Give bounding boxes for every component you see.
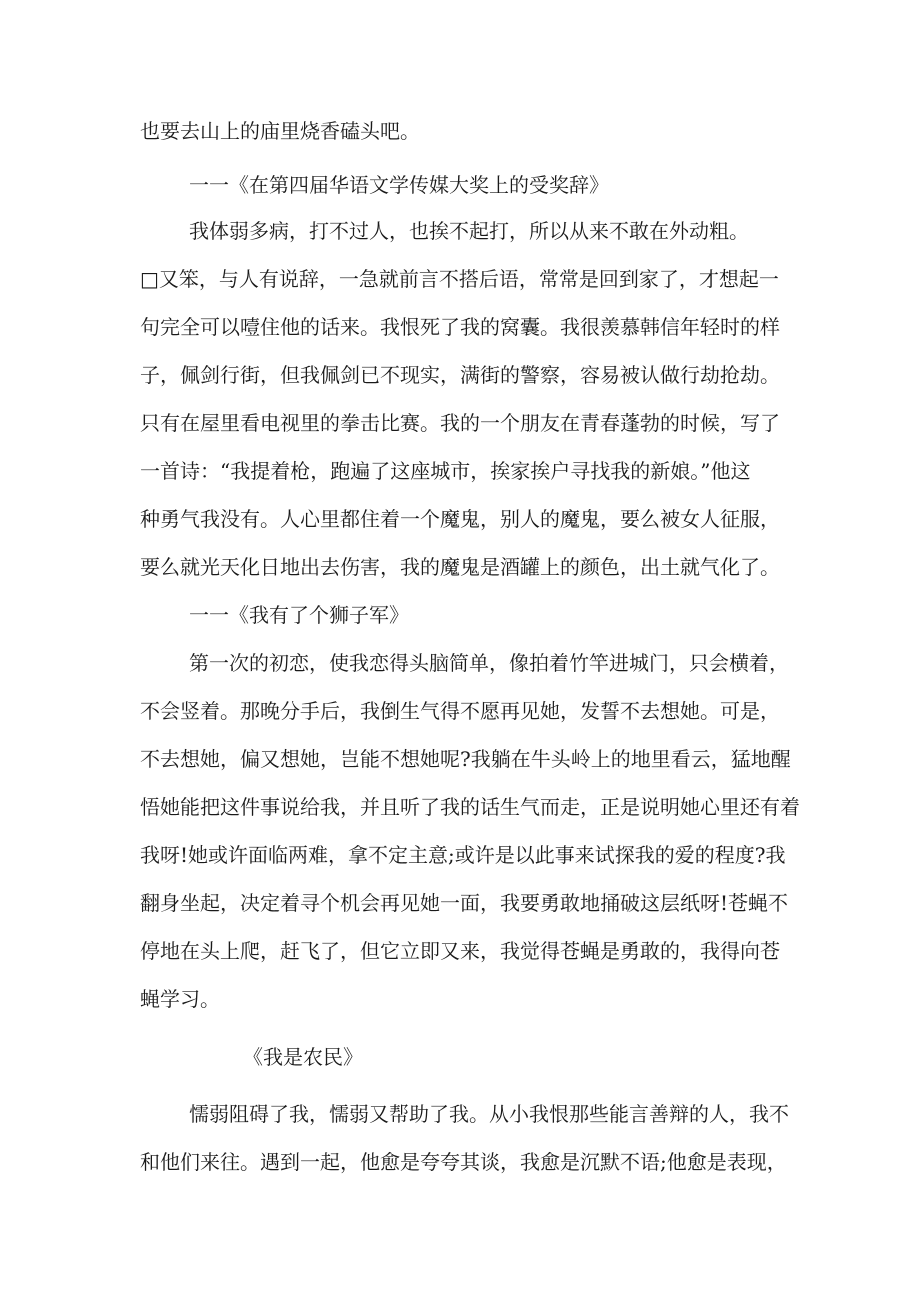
text-line: 一首诗：“我提着枪，跑遍了这座城市，挨家挨户寻找我的新娘。”他这 <box>140 459 751 483</box>
text-line: 停地在头上爬，赶飞了，但它立即又来，我觉得苍蝇是勇敢的，我得向苍 <box>140 939 780 963</box>
text-line: 翻身坐起，决定着寻个机会再见她一面，我要勇敢地捅破这层纸呀!苍蝇不 <box>140 891 789 915</box>
text-line: 只有在屋里看电视里的拳击比赛。我的一个朋友在青春蓬勃的时候，写了 <box>140 411 780 435</box>
text-line: 我呀!她或许面临两难，拿不定主意;或许是以此事来试探我的爱的程度?我 <box>140 843 786 867</box>
paragraph-first-line: 我体弱多病，打不过人，也挨不起打，所以从来不敢在外动粗。 <box>189 219 749 243</box>
text-line: 子，佩剑行街，但我佩剑已不现实，满街的警察，容易被认做行劫抢劫。 <box>140 363 780 387</box>
text-line: □又笨，与人有说辞，一急就前言不搭后语，常常是回到家了，才想起一 <box>140 267 779 291</box>
paragraph-first-line: 第一次的初恋，使我恋得头脑简单，像拍着竹竿进城门，只会横着， <box>189 651 789 675</box>
text-line: 句完全可以噎住他的话来。我恨死了我的窝囊。我很羡慕韩信年轻时的样 <box>140 315 780 339</box>
text-line: 和他们来往。遇到一起，他愈是夸夸其谈，我愈是沉默不语;他愈是表现， <box>140 1150 787 1174</box>
source-citation: 一一《在第四届华语文学传媒大奖上的受奖辞》 <box>189 173 609 197</box>
text-line: 要么就光天化日地出去伤害，我的魔鬼是酒罐上的颜色，出土就气化了。 <box>140 555 780 579</box>
text-line: 不会竖着。那晚分手后，我倒生气得不愿再见她，发誓不去想她。可是， <box>140 699 780 723</box>
source-citation: 《我是农民》 <box>243 1045 363 1069</box>
text-line: 也要去山上的庙里烧香磕头吧。 <box>140 119 420 143</box>
source-citation: 一一《我有了个狮子军》 <box>189 603 409 627</box>
text-line: 种勇气我没有。人心里都住着一个魔鬼，别人的魔鬼，要么被女人征服， <box>140 507 780 531</box>
text-line: 不去想她，偏又想她，岂能不想她呢?我躺在牛头岭上的地里看云，猛地醒 <box>140 747 791 771</box>
text-line: 蝇学习。 <box>140 987 220 1011</box>
paragraph-first-line: 懦弱阻碍了我，懦弱又帮助了我。从小我恨那些能言善辩的人，我不 <box>189 1102 789 1126</box>
text-line: 悟她能把这件事说给我，并且听了我的话生气而走，正是说明她心里还有着 <box>140 795 800 819</box>
